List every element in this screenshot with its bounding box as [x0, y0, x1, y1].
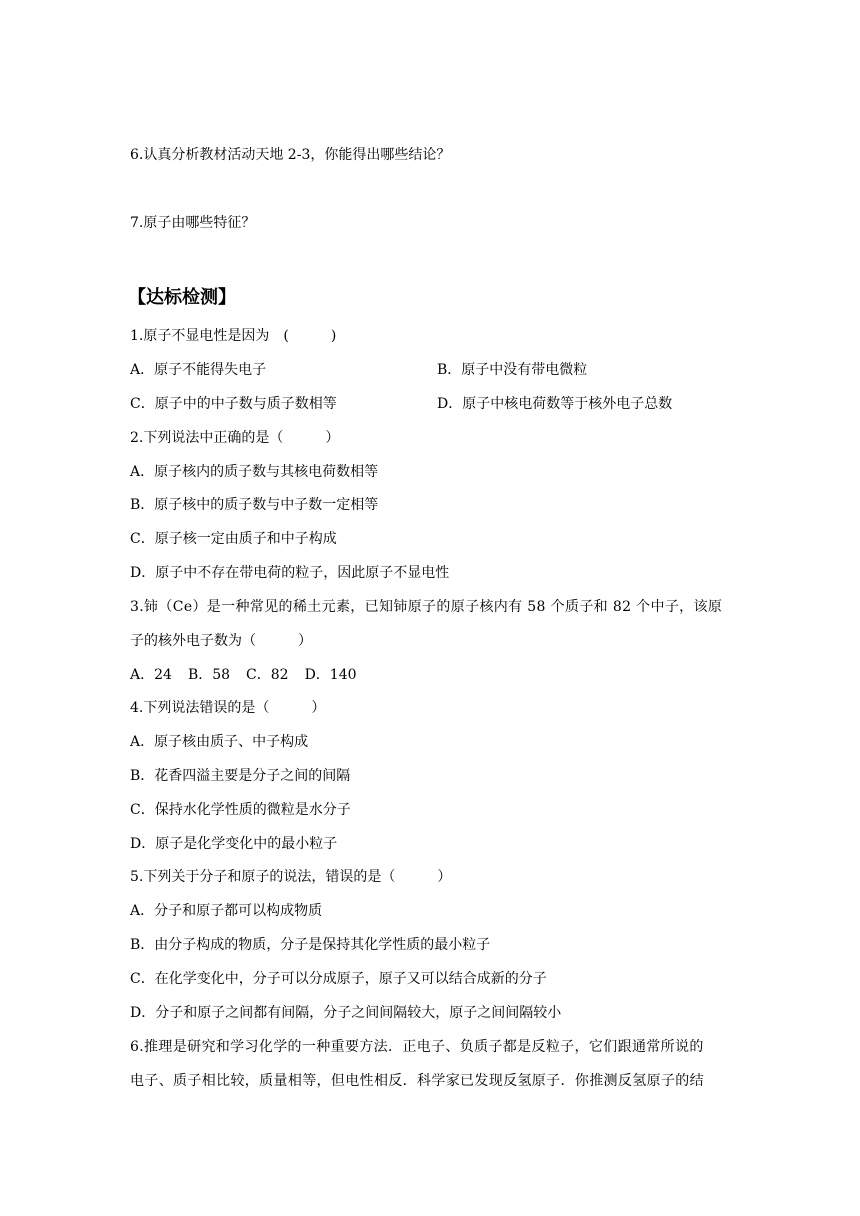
- question-2-stem: 2.下列说法中正确的是（ ）: [130, 430, 340, 446]
- question-1-stem: 1.原子不显电性是因为 ( ): [130, 328, 337, 344]
- question-3-option-d: D．140: [304, 667, 357, 683]
- question-4-option-c: C．保持水化学性质的微粒是水分子: [130, 802, 351, 818]
- question-6-pre: 6.认真分析教材活动天地 2-3，你能得出哪些结论？: [130, 147, 451, 163]
- section-title: 【达标检测】: [128, 287, 236, 308]
- question-3-option-b: B．58: [187, 667, 231, 683]
- question-3-option-a: A．24: [130, 667, 172, 683]
- question-1-option-b: B．原子中没有带电微粒: [437, 362, 588, 378]
- question-4-option-a: A．原子核由质子、中子构成: [130, 734, 309, 750]
- question-2-option-d: D．原子中不存在带电荷的粒子，因此原子不显电性: [130, 565, 450, 581]
- question-5-option-a: A．分子和原子都可以构成物质: [130, 903, 323, 919]
- question-3-options: [130, 665, 373, 685]
- question-6-stem-line-2: 电子、质子相比较，质量相等，但电性相反．科学家已发现反氢原子．你推测反氢原子的结: [130, 1073, 704, 1089]
- question-5-stem: 5.下列关于分子和原子的说法，错误的是（ ）: [130, 869, 452, 885]
- question-5-option-c: C．在化学变化中，分子可以分成原子，原子又可以结合成新的分子: [130, 971, 547, 987]
- question-2-option-a: A．原子核内的质子数与其核电荷数相等: [130, 464, 379, 480]
- question-3-stem-line-1: 3.铈（Ce）是一种常见的稀土元素，已知铈原子的原子核内有 58 个质子和 82 个中子，该原: [130, 599, 723, 615]
- question-2-option-b: B．原子核中的质子数与中子数一定相等: [130, 497, 379, 513]
- question-4-stem: 4.下列说法错误的是（ ）: [130, 700, 326, 716]
- question-5-option-d: D．分子和原子之间都有间隔，分子之间间隔较大，原子之间间隔较小: [130, 1005, 562, 1021]
- question-5-option-b: B．由分子构成的物质，分子是保持其化学性质的最小粒子: [130, 937, 491, 953]
- question-3-option-c: C．82: [246, 667, 289, 683]
- question-3-stem-line-2: 子的核外电子数为（ ）: [130, 633, 312, 649]
- question-4-option-d: D．原子是化学变化中的最小粒子: [130, 836, 338, 852]
- question-1-option-a: A．原子不能得失电子: [130, 362, 267, 378]
- question-6-stem-line-1: 6.推理是研究和学习化学的一种重要方法．正电子、负质子都是反粒子，它们跟通常所说的: [130, 1039, 704, 1055]
- question-1-option-c: C．原子中的中子数与质子数相等: [130, 396, 337, 412]
- question-7-pre: 7.原子由哪些特征？: [130, 215, 256, 231]
- question-4-option-b: B．花香四溢主要是分子之间的间隔: [130, 768, 351, 784]
- question-2-option-c: C．原子核一定由质子和中子构成: [130, 531, 337, 547]
- question-1-option-d: D．原子中核电荷数等于核外电子总数: [437, 396, 673, 412]
